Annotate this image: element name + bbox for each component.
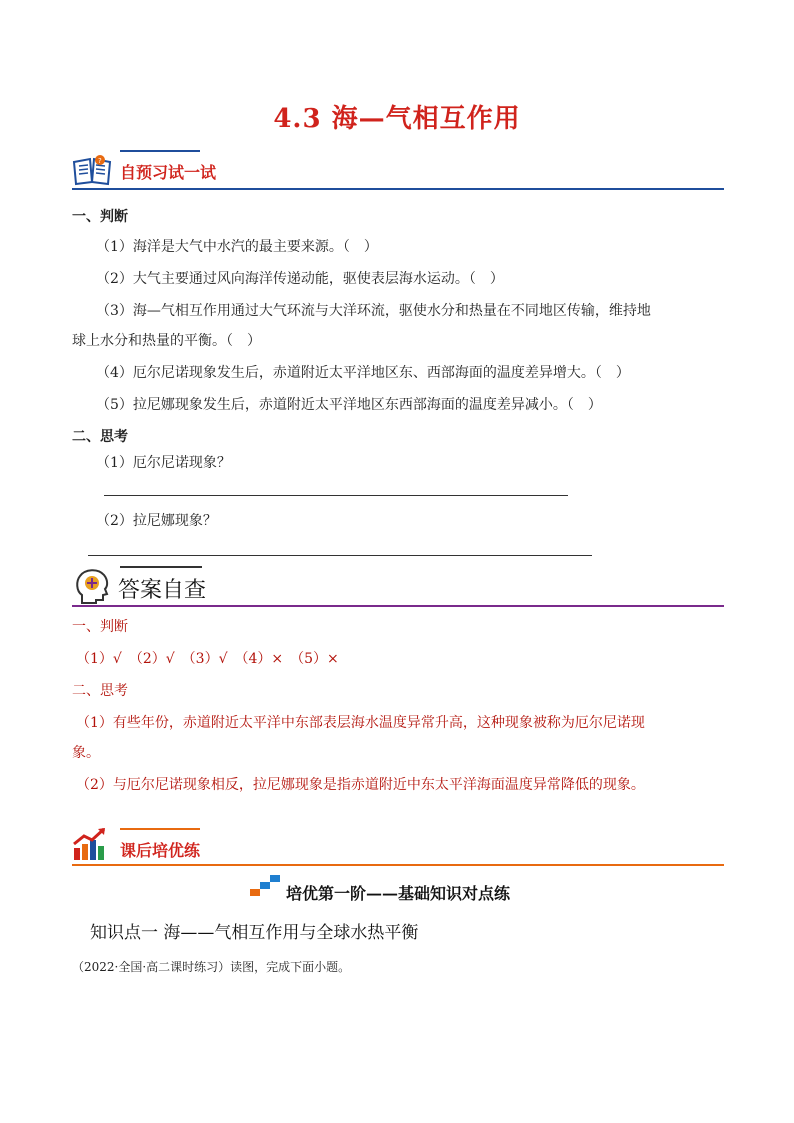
judge-item-3-cont: 球上水分和热量的平衡。（ ） [72,333,261,349]
answer-blank-2[interactable] [88,555,592,556]
judge-item-5: （5）拉尼娜现象发生后，赤道附近太平洋地区东西部海面的温度差异减小。（ ） [96,397,602,413]
answer-blank-1[interactable] [104,495,568,496]
answer-think-1: （1）有些年份，赤道附近太平洋中东部表层海水温度异常升高，这种现象被称为厄尔尼诺现 [76,715,645,731]
header-overline [120,150,200,152]
svg-text:?: ? [98,157,102,165]
header-rule [72,188,724,190]
header-overline [120,828,200,830]
header-overline [120,566,202,568]
practice-section-label: 课后培优练 [120,841,201,860]
answer-judge-results: （1）√ （2）√ （3）√ （4）× （5）× [76,651,339,667]
judge-item-4: （4）厄尔尼诺现象发生后，赤道附近太平洋地区东、西部海面的温度差异增大。（ ） [96,365,630,381]
think-question-1: （1）厄尔尼诺现象？ [96,455,231,471]
think-heading: 二、思考 [72,429,128,445]
growth-chart-icon [72,826,108,866]
judge-item-3: （3）海—气相互作用通过大气环流与大洋环流，驱使水分和热量在不同地区传输，维持地 [96,303,651,319]
thinking-head-icon [74,567,110,609]
judge-item-1: （1）海洋是大气中水汽的最主要来源。（ ） [96,239,378,255]
page-title: 4.3 海—气相互作用 [273,104,521,134]
practice-section-header [72,824,724,866]
header-rule [72,605,724,607]
stage-title: 培优第一阶——基础知识对点练 [286,884,511,903]
judge-item-2: （2）大气主要通过风向海洋传递动能，驱使表层海水运动。（ ） [96,271,504,287]
header-rule [72,864,724,866]
steps-icon [248,872,282,902]
answer-think-2: （2）与厄尔尼诺现象相反，拉尼娜现象是指赤道附近中东太平洋海面温度异常降低的现象。 [76,777,645,793]
book-icon [72,154,112,190]
answers-section-header [72,563,724,607]
answer-think-heading: 二、思考 [72,683,128,699]
answer-think-1-cont: 象。 [72,745,100,761]
question-source-line: （2022·全国·高二课时练习）读图，完成下面小题。 [72,960,351,974]
think-question-2: （2）拉尼娜现象？ [96,513,217,529]
answers-section-label: 答案自查 [118,578,207,603]
knowledge-point-title: 知识点一 海——气相互作用与全球水热平衡 [90,923,419,943]
answer-judge-heading: 一、判断 [72,619,128,635]
judge-heading: 一、判断 [72,209,128,225]
preview-section-label: 自预习试一试 [120,163,217,182]
preview-section-header [72,146,724,190]
